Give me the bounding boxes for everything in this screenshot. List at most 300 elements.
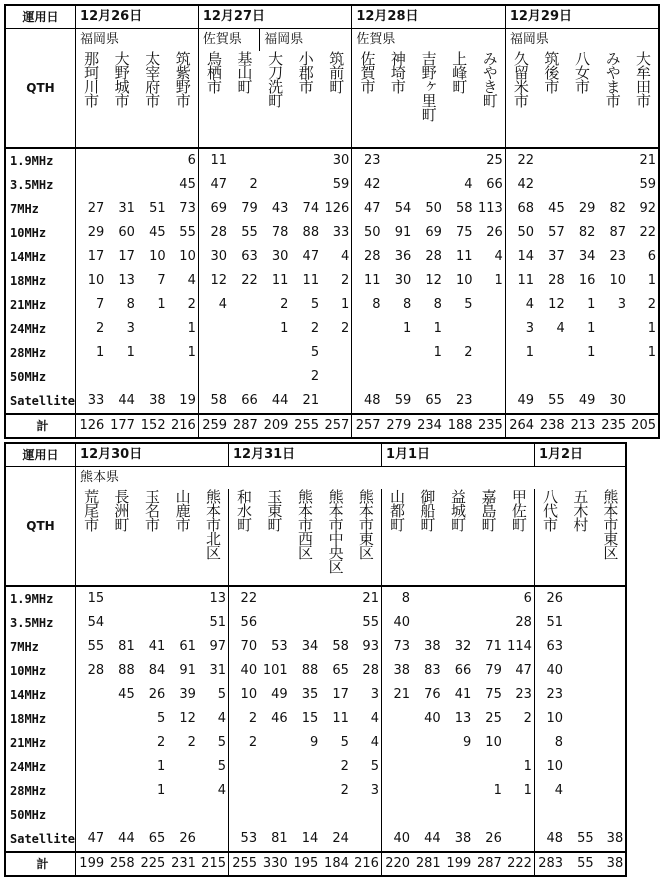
place-name: 嘉島町 — [479, 489, 498, 531]
band-count: 42 — [352, 173, 383, 197]
place-cell — [597, 51, 628, 148]
band-count: 5 — [157, 711, 166, 726]
band-count: 33 — [76, 389, 107, 414]
log-table-2 — [4, 442, 627, 877]
band-count: 28 — [362, 663, 379, 678]
band-count: 34 — [301, 639, 319, 654]
band-count: 2 — [340, 783, 349, 798]
band-count — [106, 586, 137, 611]
place-cell — [198, 489, 229, 586]
place-name: 長洲町 — [112, 489, 131, 531]
band-count: 91 — [179, 663, 196, 678]
band-count: 33 — [332, 225, 350, 240]
total-count: 220 — [381, 852, 412, 876]
band-count: 126 — [324, 201, 350, 216]
band-count — [290, 173, 321, 197]
total-count: 152 — [137, 414, 168, 438]
band-count — [536, 365, 567, 389]
band-count: 60 — [118, 225, 135, 240]
place-name: 太宰府市 — [143, 51, 162, 107]
band-count: 22 — [639, 225, 656, 240]
band-count — [413, 173, 444, 197]
band-count: 2 — [157, 735, 166, 750]
band-count: 1 — [402, 321, 412, 336]
band-count: 58 — [198, 389, 229, 414]
band-count — [167, 779, 198, 803]
place-cell — [413, 51, 444, 148]
band-label: 21MHz — [5, 731, 76, 755]
band-count: 8 — [126, 297, 135, 312]
band-count: 10 — [149, 249, 166, 264]
band-count: 26 — [148, 687, 166, 702]
band-count: 8 — [381, 586, 412, 611]
band-count: 44 — [118, 831, 135, 846]
total-count: 216 — [168, 414, 199, 438]
band-count — [565, 803, 596, 827]
band-count: 68 — [505, 197, 536, 221]
band-count: 63 — [241, 249, 258, 264]
band-count — [473, 611, 504, 635]
band-count — [352, 317, 383, 341]
place-cell — [596, 489, 627, 586]
place-cell — [167, 489, 198, 586]
band-count: 55 — [179, 225, 196, 240]
band-count — [475, 293, 506, 317]
band-label: 50MHz — [5, 803, 76, 827]
band-count: 1 — [157, 783, 166, 798]
band-count — [444, 148, 475, 173]
band-count: 65 — [148, 831, 166, 846]
band-count: 63 — [534, 635, 565, 659]
band-count: 45 — [548, 201, 565, 216]
band-label: 3.5MHz — [5, 611, 76, 635]
band-count — [290, 611, 321, 635]
band-count — [412, 611, 443, 635]
band-count — [321, 365, 352, 389]
band-count: 17 — [76, 245, 107, 269]
band-count: 56 — [229, 611, 260, 635]
place-name: 玉名市 — [143, 489, 162, 531]
band-count — [536, 341, 567, 365]
band-count: 19 — [179, 393, 196, 408]
band-count: 11 — [505, 269, 536, 293]
operating-day-label: 運用日 — [5, 5, 76, 29]
band-count: 54 — [394, 201, 412, 216]
band-count — [137, 341, 168, 365]
band-count: 1 — [587, 321, 596, 336]
band-count — [321, 341, 352, 365]
band-count: 50 — [505, 221, 536, 245]
band-count — [229, 803, 260, 827]
band-count — [106, 365, 137, 389]
band-count — [381, 707, 412, 731]
total-count: 188 — [444, 414, 475, 438]
band-count: 49 — [578, 393, 596, 408]
total-count: 234 — [413, 414, 444, 438]
band-count — [381, 803, 412, 827]
band-count — [259, 755, 290, 779]
band-count: 6 — [647, 249, 656, 264]
band-count — [167, 611, 198, 635]
band-count: 87 — [609, 225, 627, 240]
band-count — [565, 755, 596, 779]
band-count: 66 — [486, 177, 503, 192]
band-count: 7 — [76, 293, 107, 317]
band-count: 59 — [332, 177, 350, 192]
band-count: 8 — [402, 297, 412, 312]
band-count: 21 — [351, 586, 382, 611]
band-count: 3 — [370, 783, 379, 798]
band-count: 4 — [494, 249, 503, 264]
band-count — [106, 173, 137, 197]
band-count: 1 — [280, 321, 289, 336]
band-count — [628, 389, 659, 414]
total-count: 255 — [229, 852, 260, 876]
band-count — [137, 586, 168, 611]
band-count — [229, 365, 260, 389]
band-count: 13 — [454, 711, 472, 726]
band-count: 21 — [381, 683, 412, 707]
band-count: 4 — [370, 711, 379, 726]
band-count — [290, 148, 321, 173]
band-count — [444, 317, 475, 341]
band-count: 45 — [118, 687, 135, 702]
place-cell — [321, 51, 352, 148]
band-count — [443, 803, 474, 827]
band-count — [475, 389, 506, 414]
band-count: 81 — [118, 639, 135, 654]
band-count: 5 — [340, 735, 349, 750]
date-header: 1月2日 — [534, 443, 626, 467]
prefecture-label: 熊本県 — [76, 467, 627, 490]
date-header: 12月29日 — [505, 5, 659, 29]
total-count: 238 — [536, 414, 567, 438]
band-count: 47 — [302, 249, 320, 264]
band-count: 55 — [548, 393, 565, 408]
band-count: 59 — [639, 177, 656, 192]
place-cell — [628, 51, 659, 148]
band-count — [137, 803, 168, 827]
band-count — [351, 827, 382, 852]
total-row — [5, 852, 626, 876]
band-count: 37 — [548, 249, 565, 264]
place-name: 和水町 — [235, 489, 254, 531]
band-count — [565, 586, 596, 611]
band-count — [504, 731, 535, 755]
band-count: 57 — [548, 225, 565, 240]
band-label: Satellite — [5, 389, 76, 414]
band-count — [383, 341, 414, 365]
band-count: 11 — [456, 249, 473, 264]
place-cell — [505, 51, 536, 148]
band-count: 3 — [370, 687, 379, 702]
band-count — [106, 731, 137, 755]
band-count: 1 — [647, 273, 656, 288]
band-count: 45 — [149, 225, 166, 240]
band-count: 1 — [187, 321, 196, 336]
band-count: 39 — [179, 687, 196, 702]
band-count: 28 — [548, 273, 565, 288]
band-count — [259, 731, 290, 755]
place-cell — [168, 51, 199, 148]
place-cell — [106, 51, 137, 148]
total-count: 264 — [505, 414, 536, 438]
band-count — [412, 731, 443, 755]
band-count: 25 — [485, 711, 502, 726]
band-count — [565, 611, 596, 635]
band-row — [5, 779, 626, 803]
band-count — [106, 707, 137, 731]
band-count — [596, 803, 627, 827]
band-count: 73 — [179, 201, 196, 216]
place-cell — [443, 489, 474, 586]
total-label: 計 — [5, 852, 76, 876]
place-cell — [381, 489, 412, 586]
place-name: 山都町 — [388, 489, 407, 531]
band-count: 49 — [271, 687, 288, 702]
band-count — [106, 803, 137, 827]
band-label: 28MHz — [5, 341, 76, 365]
band-count: 3 — [126, 321, 135, 336]
place-name: 八代市 — [540, 489, 559, 531]
band-count: 101 — [262, 663, 288, 678]
place-row — [5, 51, 659, 148]
band-count: 12 — [548, 297, 565, 312]
band-count: 83 — [424, 663, 441, 678]
band-count — [259, 611, 290, 635]
band-count — [167, 755, 198, 779]
date-header: 12月31日 — [229, 443, 382, 467]
date-header: 12月26日 — [76, 5, 199, 29]
band-count: 47 — [515, 663, 532, 678]
band-count: 14 — [505, 245, 536, 269]
place-cell — [567, 51, 598, 148]
band-count: 1 — [187, 345, 196, 360]
place-cell — [473, 489, 504, 586]
total-count: 177 — [106, 414, 137, 438]
band-count — [473, 586, 504, 611]
band-count: 13 — [198, 586, 229, 611]
band-count: 1 — [157, 759, 166, 774]
band-count — [443, 779, 474, 803]
band-row — [5, 659, 626, 683]
band-count: 28 — [76, 659, 107, 683]
band-count: 1 — [157, 297, 166, 312]
total-count: 199 — [76, 852, 107, 876]
date-header: 12月27日 — [198, 5, 351, 29]
total-count: 213 — [567, 414, 598, 438]
place-name: 熊本市中央区 — [326, 489, 345, 573]
band-count: 1 — [493, 783, 502, 798]
band-count: 79 — [485, 663, 502, 678]
place-name: 吉野ヶ里町 — [419, 51, 438, 121]
band-count — [137, 611, 168, 635]
band-count: 55 — [241, 225, 258, 240]
band-count: 14 — [301, 831, 319, 846]
band-count — [229, 755, 260, 779]
band-count: 73 — [381, 635, 412, 659]
total-count: 279 — [383, 414, 414, 438]
band-count: 51 — [209, 615, 226, 630]
place-cell — [351, 489, 382, 586]
place-name: 那珂川市 — [82, 51, 101, 107]
date-row — [5, 443, 626, 467]
band-count: 2 — [249, 177, 258, 192]
band-count: 1 — [505, 341, 536, 365]
band-count: 45 — [179, 177, 196, 192]
band-count — [229, 293, 260, 317]
band-count: 2 — [76, 317, 107, 341]
band-count: 59 — [394, 393, 412, 408]
place-name: 神埼市 — [388, 51, 407, 93]
band-count — [596, 659, 627, 683]
band-count: 51 — [534, 611, 565, 635]
band-count — [290, 755, 321, 779]
band-label: 50MHz — [5, 365, 76, 389]
band-count — [628, 365, 659, 389]
place-name: みやき町 — [480, 51, 499, 107]
band-count: 11 — [302, 273, 320, 288]
band-count: 66 — [454, 663, 472, 678]
place-name: 筑紫野市 — [173, 51, 192, 107]
total-count: 287 — [229, 414, 260, 438]
place-cell — [383, 51, 414, 148]
band-row — [5, 827, 626, 852]
band-count: 10 — [534, 707, 565, 731]
band-count: 38 — [424, 639, 441, 654]
band-count — [76, 707, 107, 731]
band-count: 6 — [168, 148, 199, 173]
band-count: 1 — [126, 345, 135, 360]
total-count: 195 — [290, 852, 321, 876]
band-count: 38 — [606, 831, 624, 846]
band-count — [412, 586, 443, 611]
band-row — [5, 731, 626, 755]
band-row — [5, 197, 659, 221]
band-row — [5, 317, 659, 341]
band-label: 1.9MHz — [5, 586, 76, 611]
place-cell — [76, 489, 107, 586]
band-count: 55 — [362, 615, 379, 630]
band-count: 42 — [505, 173, 536, 197]
place-cell — [320, 489, 351, 586]
band-count: 58 — [456, 201, 473, 216]
place-cell — [412, 489, 443, 586]
band-count: 69 — [198, 197, 229, 221]
place-name: 基山町 — [235, 51, 254, 93]
place-name: 八女市 — [573, 51, 592, 93]
prefecture-label: 福岡県 — [505, 29, 659, 52]
band-count: 8 — [352, 293, 383, 317]
band-count: 1 — [523, 783, 532, 798]
band-count: 21 — [628, 148, 659, 173]
total-count: 184 — [320, 852, 351, 876]
band-count: 2 — [340, 759, 349, 774]
place-name: 山鹿市 — [173, 489, 192, 531]
band-count: 54 — [76, 611, 107, 635]
band-count: 4 — [370, 735, 379, 750]
band-count — [381, 731, 412, 755]
band-count: 1 — [647, 321, 656, 336]
band-count — [565, 683, 596, 707]
band-count: 35 — [301, 687, 319, 702]
band-label: 1.9MHz — [5, 148, 76, 173]
band-count: 55 — [76, 635, 107, 659]
band-count — [76, 731, 107, 755]
place-row — [5, 489, 626, 586]
band-count — [351, 803, 382, 827]
band-count — [536, 148, 567, 173]
prefecture-label: 佐賀県 — [352, 29, 505, 52]
total-count: 55 — [565, 852, 596, 876]
total-count: 199 — [443, 852, 474, 876]
band-label: 18MHz — [5, 269, 76, 293]
band-count — [106, 148, 137, 173]
band-label: 24MHz — [5, 755, 76, 779]
band-count — [76, 803, 107, 827]
band-count: 93 — [362, 639, 379, 654]
band-count — [565, 635, 596, 659]
band-row — [5, 586, 626, 611]
band-count: 82 — [609, 201, 627, 216]
place-cell — [106, 489, 137, 586]
band-count: 82 — [578, 225, 596, 240]
band-count: 51 — [149, 201, 166, 216]
band-count: 40 — [381, 827, 412, 852]
band-count — [320, 586, 351, 611]
band-row — [5, 269, 659, 293]
band-count: 21 — [302, 393, 320, 408]
place-cell — [137, 489, 168, 586]
band-count: 22 — [229, 586, 260, 611]
band-count: 2 — [523, 711, 532, 726]
band-count: 27 — [76, 197, 107, 221]
band-count — [412, 803, 443, 827]
place-name: 筑後市 — [542, 51, 561, 93]
band-label: 28MHz — [5, 779, 76, 803]
band-count — [565, 779, 596, 803]
band-count: 79 — [241, 201, 258, 216]
band-label: 21MHz — [5, 293, 76, 317]
place-cell — [229, 51, 260, 148]
band-count — [567, 365, 598, 389]
band-count: 23 — [456, 393, 473, 408]
band-count: 15 — [76, 586, 107, 611]
band-count: 2 — [464, 345, 473, 360]
prefecture-row — [5, 467, 626, 490]
prefecture-label: 福岡県 — [260, 29, 352, 52]
band-count: 75 — [485, 687, 502, 702]
band-count: 47 — [76, 827, 107, 852]
place-name: 鳥栖市 — [204, 51, 223, 93]
qth-label: QTH — [5, 467, 76, 587]
band-count — [381, 755, 412, 779]
band-count: 25 — [475, 148, 506, 173]
band-count — [473, 803, 504, 827]
place-name: 熊本市東区 — [356, 489, 375, 559]
place-cell — [290, 489, 321, 586]
total-count: 209 — [260, 414, 291, 438]
band-count: 44 — [271, 393, 289, 408]
place-cell — [475, 51, 506, 148]
band-count: 114 — [507, 639, 532, 654]
band-count — [260, 341, 291, 365]
place-cell — [259, 489, 290, 586]
band-count: 47 — [352, 197, 383, 221]
band-count — [259, 803, 290, 827]
band-count: 3 — [617, 297, 627, 312]
band-count: 10 — [229, 683, 260, 707]
